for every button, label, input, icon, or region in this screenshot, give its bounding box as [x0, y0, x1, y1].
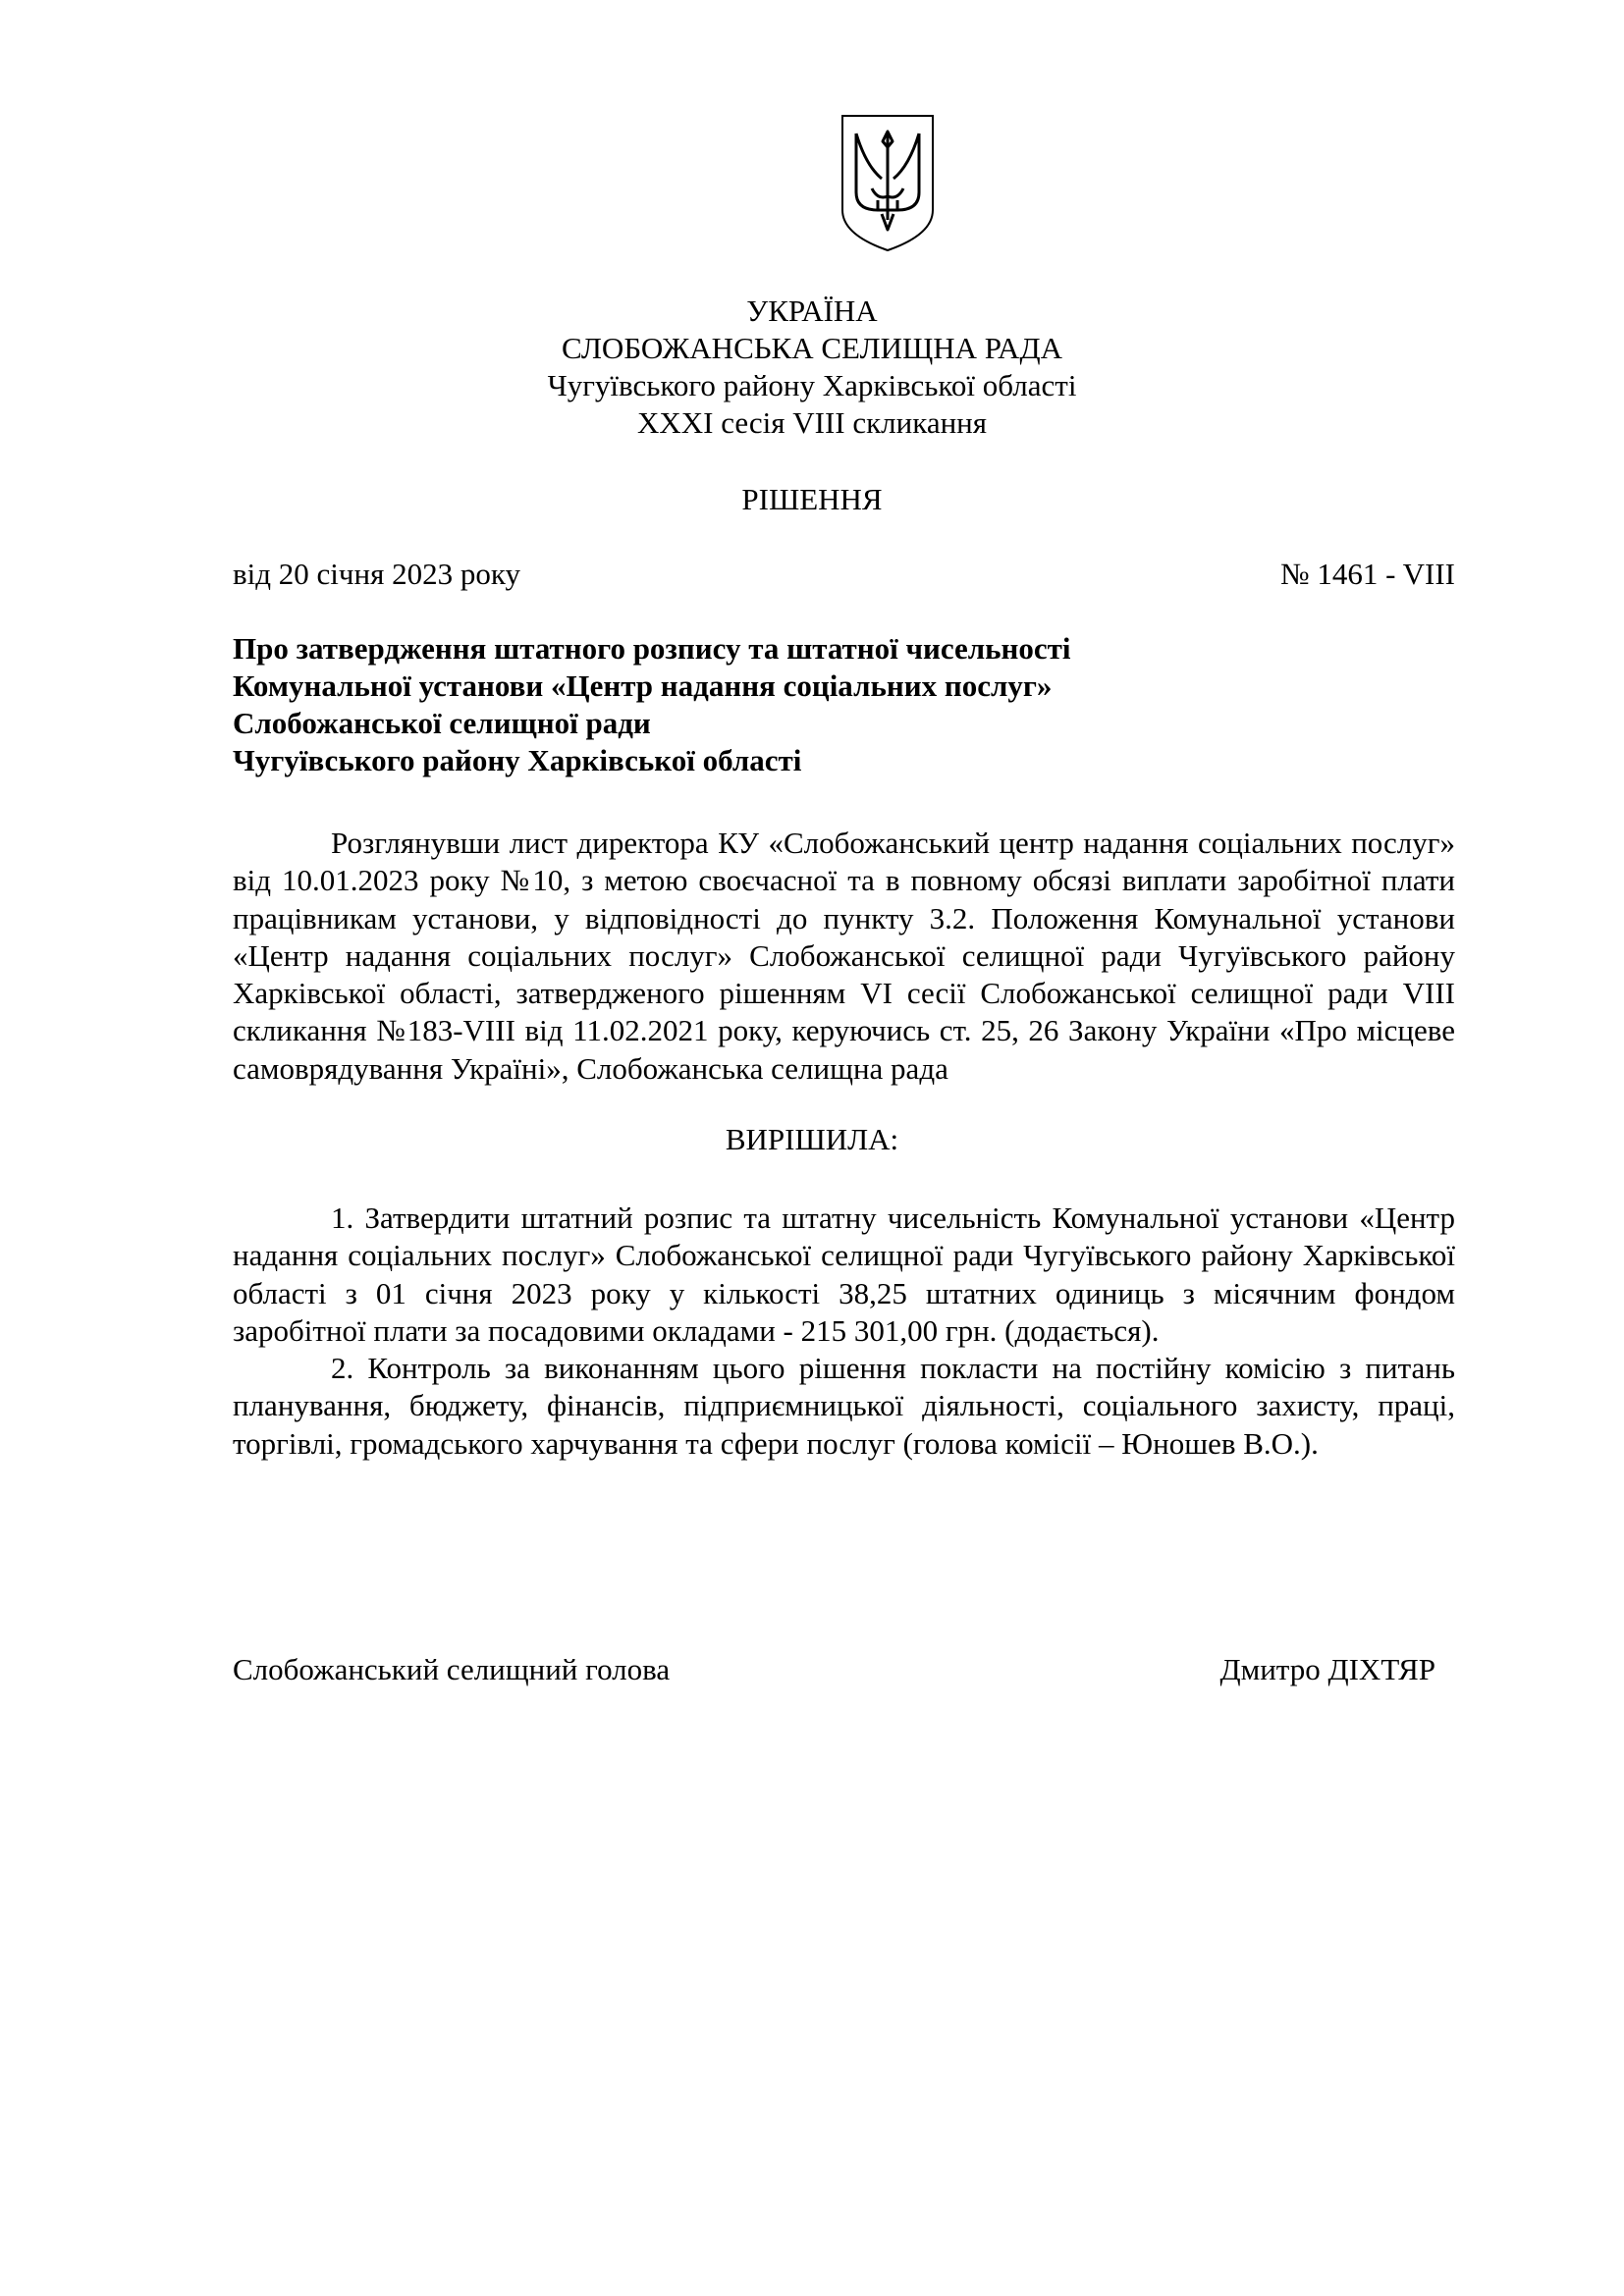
- preamble-line: Розглянувши лист директора КУ «Слобожанський центр надання соціальних послуг»: [331, 826, 1455, 860]
- item-2-paragraph: [233, 1350, 1455, 1463]
- item-line: надання соціальних послуг» Слобожанської селищної ради Чугуївського району Харківської: [233, 1238, 1455, 1273]
- preamble-line: «Центр надання соціальних послуг» Слобожанської селищної ради Чугуївського району: [233, 937, 1455, 973]
- item-1-paragraph: [233, 1200, 1455, 1350]
- preamble-line: від 10.01.2023 року №10, з метою своєчасної та в повному обсязі виплати заробітної плати: [233, 863, 1455, 898]
- item-line: 2. Контроль за виконанням цього рішення покласти на постійну комісію з питань: [331, 1351, 1455, 1385]
- coat-of-arms-icon: [839, 112, 937, 254]
- resolved-heading: ВИРІШИЛА:: [725, 1122, 899, 1156]
- subject-line: Про затвердження штатного розпису та штатної чисельності: [233, 631, 1071, 666]
- country-name: УКРАЇНА: [746, 294, 878, 328]
- preamble-line: Харківської області, затвердженого рішенням VI сесії Слобожанської селищної ради VIII: [233, 976, 1455, 1011]
- preamble-line: скликання №183-VIII від 11.02.2021 року, керуючись ст. 25, 26 Закону України «Про місцеве: [233, 1013, 1455, 1048]
- document-number: № 1461 - VIII: [1280, 557, 1455, 591]
- item-line: торгівлі, громадського харчування та сфери послуг (голова комісії – Юношев В.О.).: [233, 1425, 1319, 1461]
- item-line: 1. Затвердити штатний розпис та штатну чисельність Комунальної установи «Центр: [331, 1201, 1455, 1235]
- item-line: планування, бюджету, фінансів, підприємницької діяльності, соціального захисту, праці,: [233, 1388, 1455, 1423]
- signature-row: [233, 1651, 1435, 1688]
- subject-line: Слобожанської селищної ради: [233, 706, 651, 740]
- document-subject: [233, 630, 1215, 779]
- signatory-name: Дмитро ДІХТЯР: [1219, 1652, 1435, 1686]
- subject-line: Комунальної установи «Центр надання соціальних послуг»: [233, 668, 1053, 703]
- preamble-line: самоврядування Україні», Слобожанська селищна рада: [233, 1050, 948, 1086]
- district-name: Чугуївського району Харківської області: [547, 368, 1077, 402]
- council-name: СЛОБОЖАНСЬКА СЕЛИЩНА РАДА: [562, 331, 1062, 365]
- date-number-row: [233, 556, 1455, 593]
- document-date: від 20 січня 2023 року: [233, 557, 520, 591]
- subject-line: Чугуївського району Харківської області: [233, 743, 802, 777]
- item-line: заробітної плати за посадовими окладами - 215 301,00 грн. (додається).: [233, 1312, 1160, 1348]
- preamble-paragraph: [233, 825, 1455, 1088]
- preamble-line: працівникам установи, у відповідності до пункту 3.2. Положення Комунальної установи: [233, 900, 1455, 935]
- session-info: XXXI сесія VIII скликання: [636, 405, 988, 440]
- signatory-position: Слобожанський селищний голова: [233, 1652, 671, 1686]
- item-line: області з 01 січня 2023 року у кількості 38,25 штатних одиниць з місячним фондом: [233, 1275, 1455, 1310]
- document-type: РІШЕННЯ: [741, 482, 883, 516]
